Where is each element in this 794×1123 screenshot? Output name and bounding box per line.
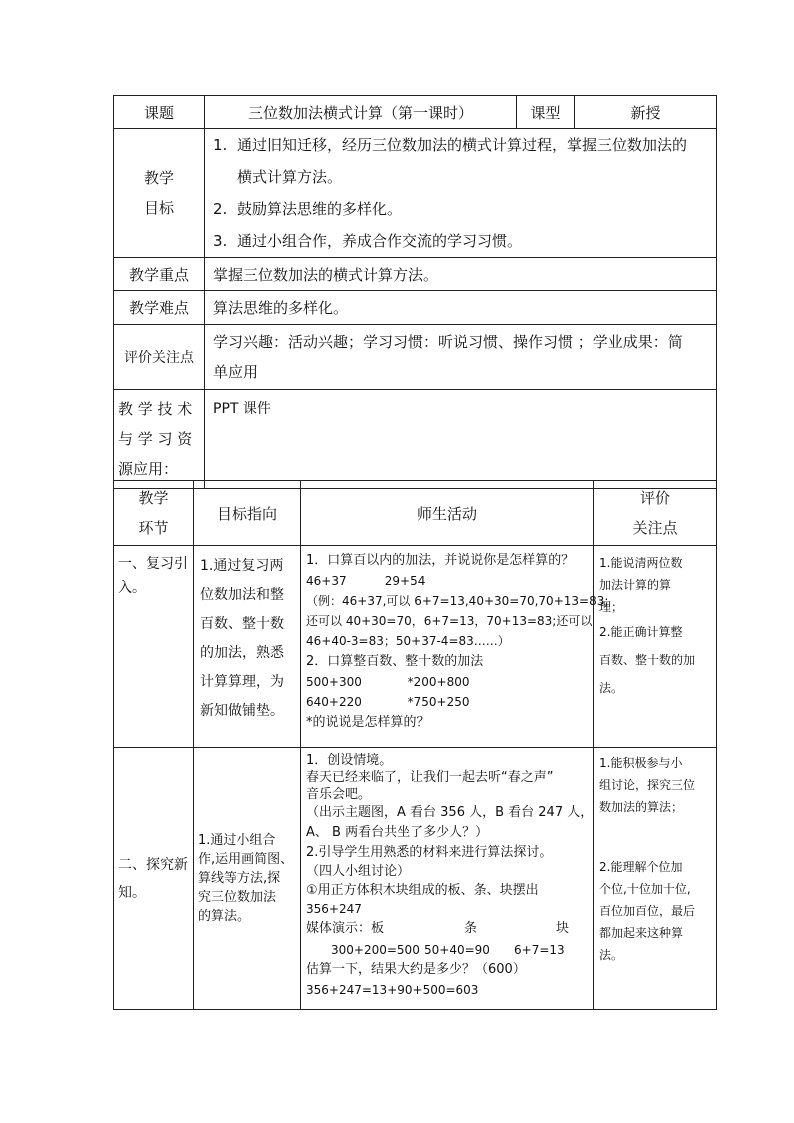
evaluation-cell: 1.能说清两位数 加法计算的算 理； 2.能正确计算整 百数、整十数的加 法。 xyxy=(594,546,717,748)
goal-item-continuation: 横式计算方法。 xyxy=(237,168,343,186)
key-point-label: 教学重点 xyxy=(114,258,205,291)
goals-label xyxy=(114,129,205,258)
evaluation-focus xyxy=(205,325,717,390)
lesson-type: 新授 xyxy=(575,96,717,129)
difficulty-row xyxy=(114,291,717,325)
media-demo-line: 媒体演示：板 条 块 xyxy=(306,921,570,936)
stage-cell: 二、探究新 知。 xyxy=(114,748,194,1010)
goal-cell: 1.通过复习两 位数加法和整 百数、整十数 的加法，熟悉 计算算理，为 新知做铺垫。 xyxy=(194,546,301,748)
tech-label-line: 源应用： xyxy=(118,460,179,478)
goals-row xyxy=(114,129,717,258)
tech-row xyxy=(114,390,717,489)
lesson-info-table xyxy=(113,95,717,489)
evaluation-focus-label: 评价关注点 xyxy=(114,325,205,390)
difficulty-label: 教学难点 xyxy=(114,291,205,325)
process-row-explore xyxy=(114,748,717,1010)
lesson-title: 三位数加法横式计算（第一课时） xyxy=(205,96,517,129)
evaluation-cell: 1.能积极参与小 组讨论，探究三位 数加法的算法； 2.能理解个位加 个位,十位加十位, 百位加百位，最后 都加起来这种算 法。 xyxy=(594,748,717,1010)
teaching-process-table xyxy=(113,480,717,1010)
goal-item: 1. 通过旧知迁移，经历三位数加法的横式计算过程，掌握三位数加法的 xyxy=(213,136,688,154)
evaluation-header: 评价 关注点 xyxy=(594,481,717,546)
lesson-title-row xyxy=(114,96,717,129)
goals-content xyxy=(205,129,717,258)
evaluation-focus-line: 学习兴趣：活动兴趣；学习习惯：听说习惯、操作习惯 ；学业成果：简 xyxy=(213,333,683,351)
activity-header: 师生活动 xyxy=(301,481,594,546)
goal-header: 目标指向 xyxy=(194,481,301,546)
goal-item: 3. 通过小组合作，养成合作交流的学习习惯。 xyxy=(213,232,523,250)
stage-header: 教学 环节 xyxy=(114,481,194,546)
goal-cell: 1.通过小组合 作,运用画简图、 算线等方法,探 究三位数加法 的算法。 xyxy=(194,748,301,1010)
key-point: 掌握三位数加法的横式计算方法。 xyxy=(205,258,717,291)
process-row-review xyxy=(114,546,717,748)
process-header-row xyxy=(114,481,717,546)
lesson-title-label: 课题 xyxy=(114,96,205,129)
tech-resources: PPT 课件 xyxy=(205,390,717,489)
evaluation-focus-row xyxy=(114,325,717,390)
stage-cell: 一、复习引 入。 xyxy=(114,546,194,748)
difficulty: 算法思维的多样化。 xyxy=(205,291,717,325)
tech-label xyxy=(114,390,205,489)
goals-label-line2: 目标 xyxy=(143,199,174,217)
tech-label-line: 与 学 习 资 xyxy=(118,430,193,448)
lesson-type-label: 课型 xyxy=(517,96,575,129)
tech-label-line: 教 学 技 术 xyxy=(118,400,193,418)
activity-cell: 1．口算百以内的加法，并说说你是怎样算的？ 46+37 29+54 （例：46+37,可以 6+7=13,40+30=70,70+13=83; 还可以 40+30=70，6+7=13，70+13=83;还可以 46+40-3=83；50+37-4=83……） 2．口算整百数、整十数的加法 500+300 *200+800 640+220 *750+250 *的说说是怎样算的？ xyxy=(301,546,594,748)
goals-label-line1: 教学 xyxy=(143,169,174,187)
goal-item: 2. 鼓励算法思维的多样化。 xyxy=(213,200,403,218)
media-calc-line: 300+200=500 50+40=90 6+7=13 xyxy=(331,943,565,957)
key-point-row xyxy=(114,258,717,291)
activity-cell: 1．创设情境。 春天已经来临了，让我们一起去听“春之声” 音乐会吧。 （出示主题图，A 看台 356 人，B 看台 247 人， A、 B 两看台共坐了多少人？） 2.引导学生用熟悉的材料来进行算法探讨。 （四人小组讨论） ①用正方体积木块组成的板、条、块摆出 356+247 媒体演示：板 条 块 300+200=500 50+40=90 6+7=13 估算一下，结果大约是多少？（600） 356+247=13+90+500=603 xyxy=(301,748,594,1010)
evaluation-focus-line: 单应用 xyxy=(213,363,259,381)
